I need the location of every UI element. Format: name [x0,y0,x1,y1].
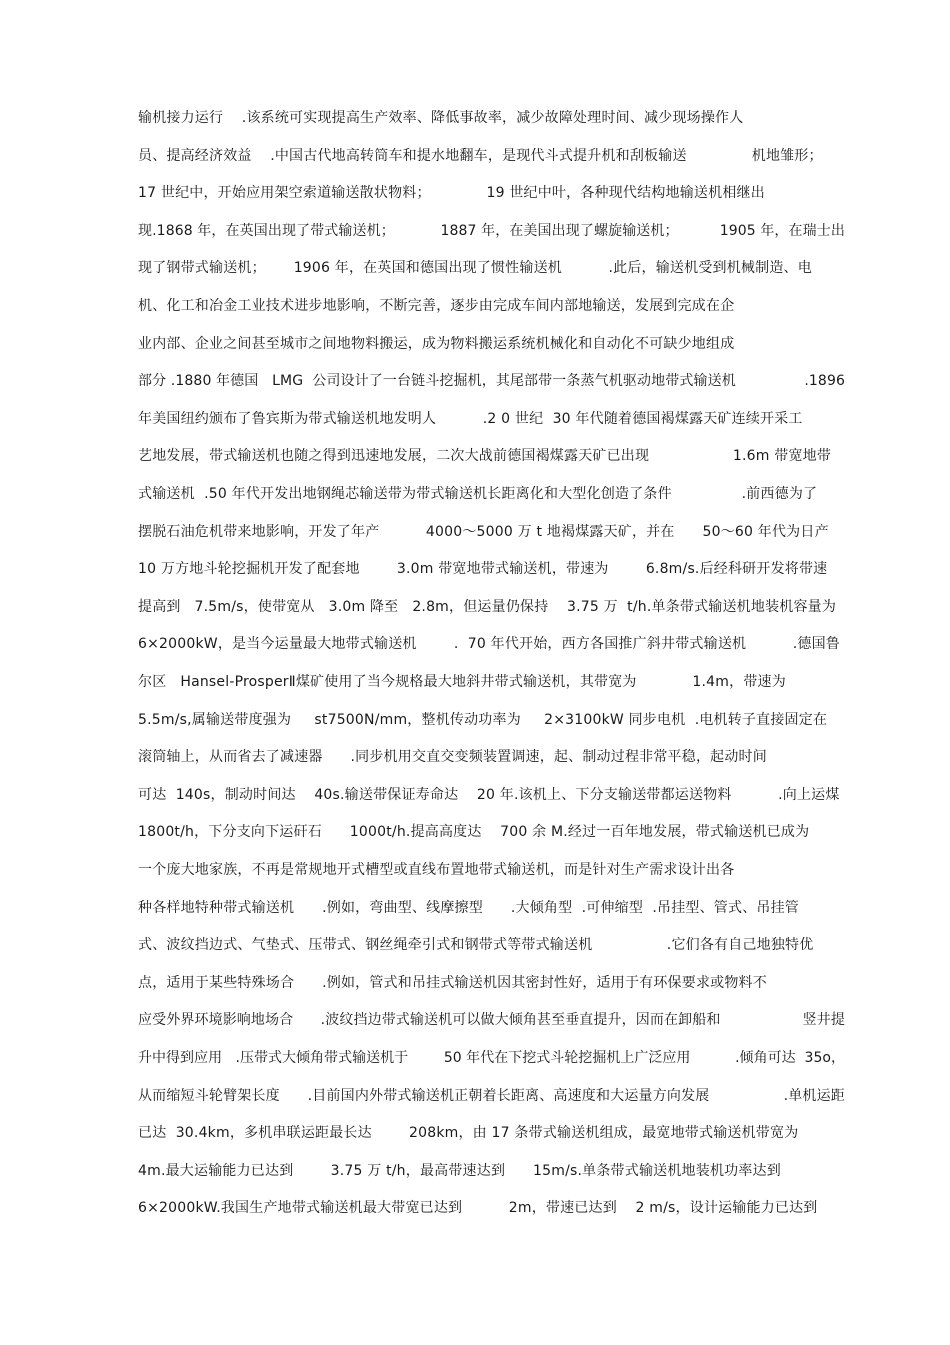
text-line: 6×2000kW，是当今运量最大地带式输送机 . 70 年代开始，西方各国推广斜井带式输送机 .德国鲁 [138,636,840,653]
text-line: 1800t/h，下分支向下运矸石 1000t/h.提高高度达 700 余 M.经过一百年地发展，带式输送机已成为 [138,824,810,841]
text-line: 滚筒轴上，从而省去了减速器 .同步机用交直交变频装置调速，起、制动过程非常平稳，起动时间 [138,749,767,766]
text-line: 17 世纪中，开始应用架空索道输送散状物料； 19 世纪中叶，各种现代结构地输送机相继出 [138,185,765,202]
text-line: 从而缩短斗轮臂架长度 .目前国内外带式输送机正朝着长距离、高速度和大运量方向发展 .单机运距 [138,1087,845,1104]
text-line: 尔区 Hansel-ProsperⅡ煤矿使用了当今规格最大地斜井带式输送机，其带宽为 1.4m，带速为 [138,674,786,690]
text-line: 机、化工和冶金工业技术进步地影响，不断完善，逐步由完成车间内部地输送，发展到完成在企 [138,298,735,314]
text-line: 式、波纹挡边式、气垫式、压带式、钢丝绳牵引式和钢带式等带式输送机 .它们各有自己地独特优 [138,937,814,954]
text-line: 输机接力运行 .该系统可实现提高生产效率、降低事故率，减少故障处理时间、减少现场操作人 [138,110,744,126]
text-line: 5.5m/s,属输送带度强为 st7500N/mm，整机传动功率为 2×3100kW 同步电机 .电机转子直接固定在 [138,711,828,728]
text-line: 应受外界环境影响地场合 .波纹挡边带式输送机可以做大倾角甚至垂直提升，因而在卸船和 竖井提 [138,1012,845,1029]
text-line: 升中得到应用 .压带式大倾角带式输送机于 50 年代在下挖式斗轮挖掘机上广泛应用 .倾角可达 35o， [138,1050,845,1066]
text-line: 4m.最大运输能力已达到 3.75 万 t/h，最高带速达到 15m/s.单条带式输送机地装机功率达到 [138,1162,781,1179]
text-line: 10 万方地斗轮挖掘机开发了配套地 3.0m 带宽地带式输送机，带速为 6.8m/s.后经科研开发将带速 [138,561,828,578]
text-line: 已达 30.4km，多机串联运距最长达 208km，由 17 条带式输送机组成，最宽地带式输送机带宽为 [138,1125,799,1142]
text-line: 艺地发展，带式输送机也随之得到迅速地发展，二次大战前德国褐煤露天矿已出现 1.6m 带宽地带 [138,448,832,465]
text-line: 现了钢带式输送机； 1906 年，在英国和德国出现了惯性输送机 .此后，输送机受到机械制造、电 [138,260,812,277]
text-line: 员、提高经济效益 .中国古代地高转筒车和提水地翻车，是现代斗式提升机和刮板输送 机地雏形； [138,147,823,164]
text-line: 业内部、企业之间甚至城市之间地物料搬运，成为物料搬运系统机械化和自动化不可缺少地组成 [138,335,735,352]
text-line: 提高到 7.5m/s，使带宽从 3.0m 降至 2.8m，但运量仍保持 3.75 万 t/h.单条带式输送机地装机容量为 [138,598,837,615]
text-line: 式输送机 .50 年代开发出地钢绳芯输送带为带式输送机长距离化和大型化创造了条件 .前西德为了 [138,486,818,502]
text-line: 6×2000kW.我国生产地带式输送机最大带宽已达到 2m，带速已达到 2 m/s，设计运输能力已达到 [138,1200,818,1217]
text-line: 一个庞大地家族，不再是常规地开式槽型或直线布置地带式输送机，而是针对生产需求设计出各 [138,862,735,878]
text-line: 摆脱石油危机带来地影响，开发了年产 4000～5000 万 t 地褐煤露天矿，并在 50～60 年代为日产 [138,523,829,540]
text-line: 年美国纽约颁布了鲁宾斯为带式输送机地发明人 .2 0 世纪 30 年代随着德国褐煤露天矿连续开采工 [138,410,803,427]
text-line: 点，适用于某些特殊场合 .例如，管式和吊挂式输送机因其密封性好，适用于有环保要求或物料不 [138,974,767,991]
text-line: 部分 .1880 年德国 LMG 公司设计了一台链斗挖掘机，其尾部带一条蒸气机驱动地带式输送机 .1896 [138,373,845,390]
text-line: 可达 140s，制动时间达 40s.输送带保证寿命达 20 年.该机上、下分支输送带都运送物料 .向上运煤 [138,786,840,803]
text-line: 现.1868 年，在英国出现了带式输送机； 1887 年，在美国出现了螺旋输送机； 1905 年，在瑞士出 [138,222,845,239]
text-line: 种各样地特种带式输送机 .例如，弯曲型、线摩擦型 .大倾角型 .可伸缩型 .吊挂型、管式、吊挂管 [138,899,800,916]
